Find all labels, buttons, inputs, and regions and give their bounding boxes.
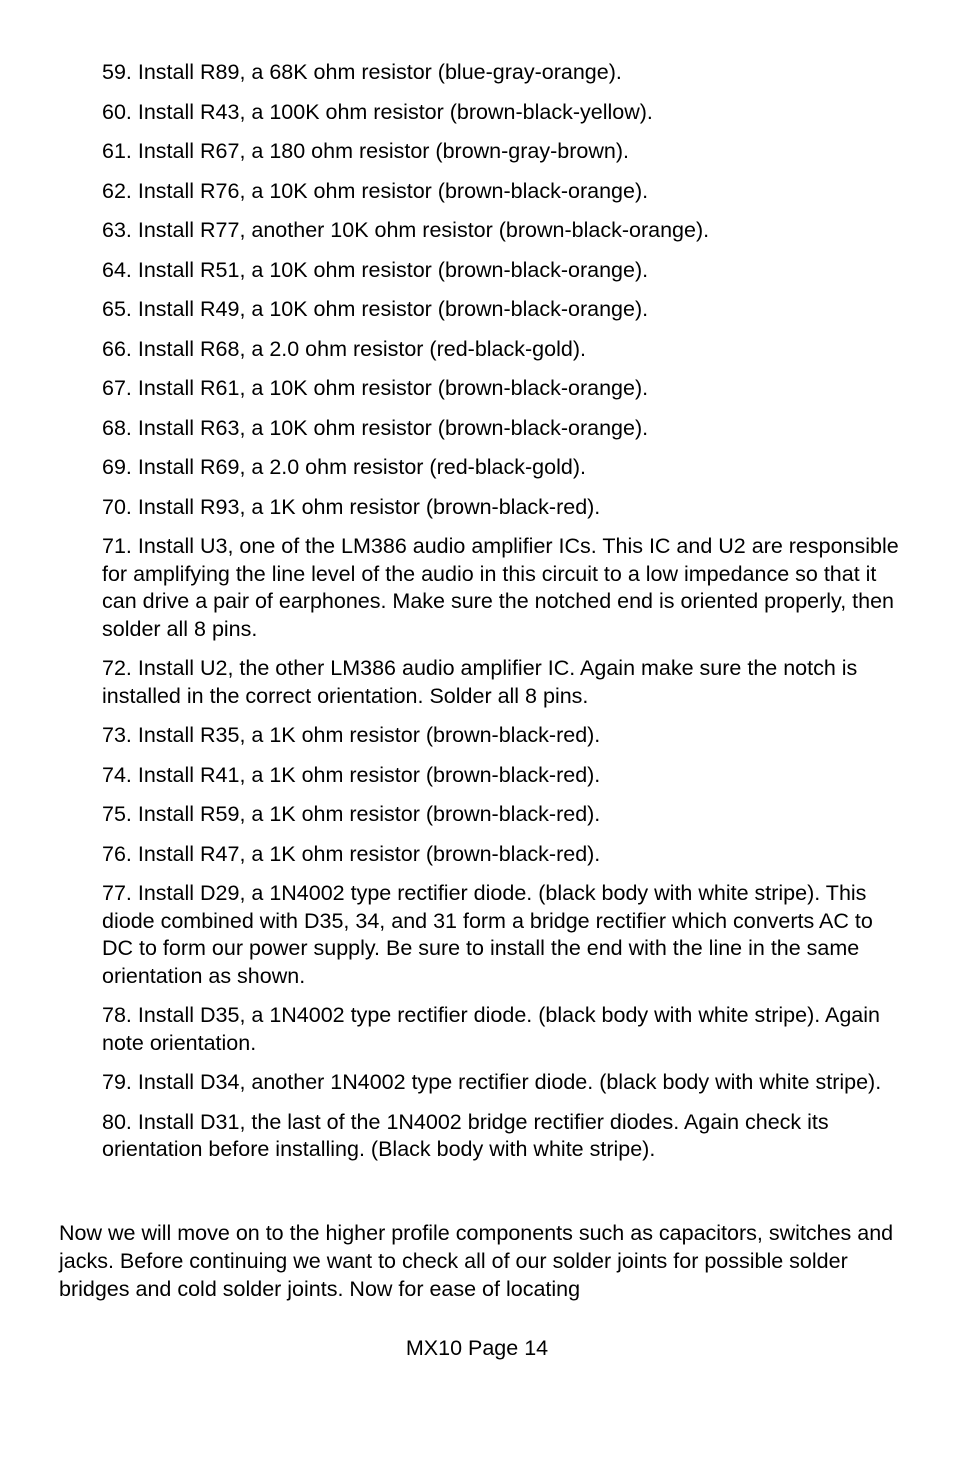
- step-66: 66. Install R68, a 2.0 ohm resistor (red-black-gold).: [102, 336, 586, 361]
- step-73: 73. Install R35, a 1K ohm resistor (brown-black-red).: [102, 723, 601, 747]
- step-60: 60. Install R43, a 100K ohm resistor (brown-black-yellow).: [102, 99, 653, 124]
- step-65: 65. Install R49, a 10K ohm resistor (brown-black-orange).: [102, 297, 649, 321]
- step-63: 63. Install R77, another 10K ohm resistor (brown-black-orange).: [102, 218, 710, 242]
- step-76: 76. Install R47, a 1K ohm resistor (brown-black-red).: [102, 841, 601, 866]
- step-68: 68. Install R63, a 10K ohm resistor (brown-black-orange).: [102, 415, 649, 440]
- step-67: 67. Install R61, a 10K ohm resistor (brown-black-orange).: [102, 376, 649, 400]
- page-footer: MX10 Page 14: [405, 1336, 549, 1360]
- step-74: 74. Install R41, a 1K ohm resistor (brown-black-red).: [102, 762, 601, 787]
- assembly-step-list: [102, 59, 902, 1176]
- step-62: 62. Install R76, a 10K ohm resistor (brown-black-orange).: [102, 178, 649, 203]
- step-78: 78. Install D35, a 1N4002 type rectifier diode. (black body with white stripe). Again note orientation.: [102, 1003, 880, 1055]
- step-72: 72. Install U2, the other LM386 audio amplifier IC. Again make sure the notch is installed in the correct orientation. Solder all 8 pins.: [102, 656, 858, 708]
- step-69: 69. Install R69, a 2.0 ohm resistor (red-black-gold).: [102, 455, 586, 479]
- step-64: 64. Install R51, a 10K ohm resistor (brown-black-orange).: [102, 257, 649, 282]
- step-71: 71. Install U3, one of the LM386 audio amplifier ICs. This IC and U2 are responsible for amplifying the line level of the audio in this circuit to a low impedance so that it can drive a pair of earphones. Make sure the notched end is oriented properly, then solder all 8 pins.: [102, 534, 899, 641]
- step-77: 77. Install D29, a 1N4002 type rectifier diode. (black body with white stripe). This diode combined with D35, 34, and 31 form a bridge rectifier which converts AC to DC to form our power supply. Be sure to install the end with the line in the same orientation as shown.: [102, 881, 873, 988]
- step-70: 70. Install R93, a 1K ohm resistor (brown-black-red).: [102, 494, 601, 519]
- step-61: 61. Install R67, a 180 ohm resistor (brown-gray-brown).: [102, 139, 629, 163]
- intro-paragraph: Now we will move on to the higher profile components such as capacitors, switches and jacks. Before continuing we want to check all of our solder joints for possible solder bridges and cold solder joints. Now for ease of locating: [59, 1221, 894, 1301]
- step-79: 79. Install D34, another 1N4002 type rectifier diode. (black body with white stripe).: [102, 1070, 882, 1094]
- step-75: 75. Install R59, a 1K ohm resistor (brown-black-red).: [102, 802, 601, 826]
- step-59: 59. Install R89, a 68K ohm resistor (blue-gray-orange).: [102, 60, 622, 84]
- step-80: 80. Install D31, the last of the 1N4002 bridge rectifier diodes. Again check its orientation before installing. (Black body with white stripe).: [102, 1109, 829, 1161]
